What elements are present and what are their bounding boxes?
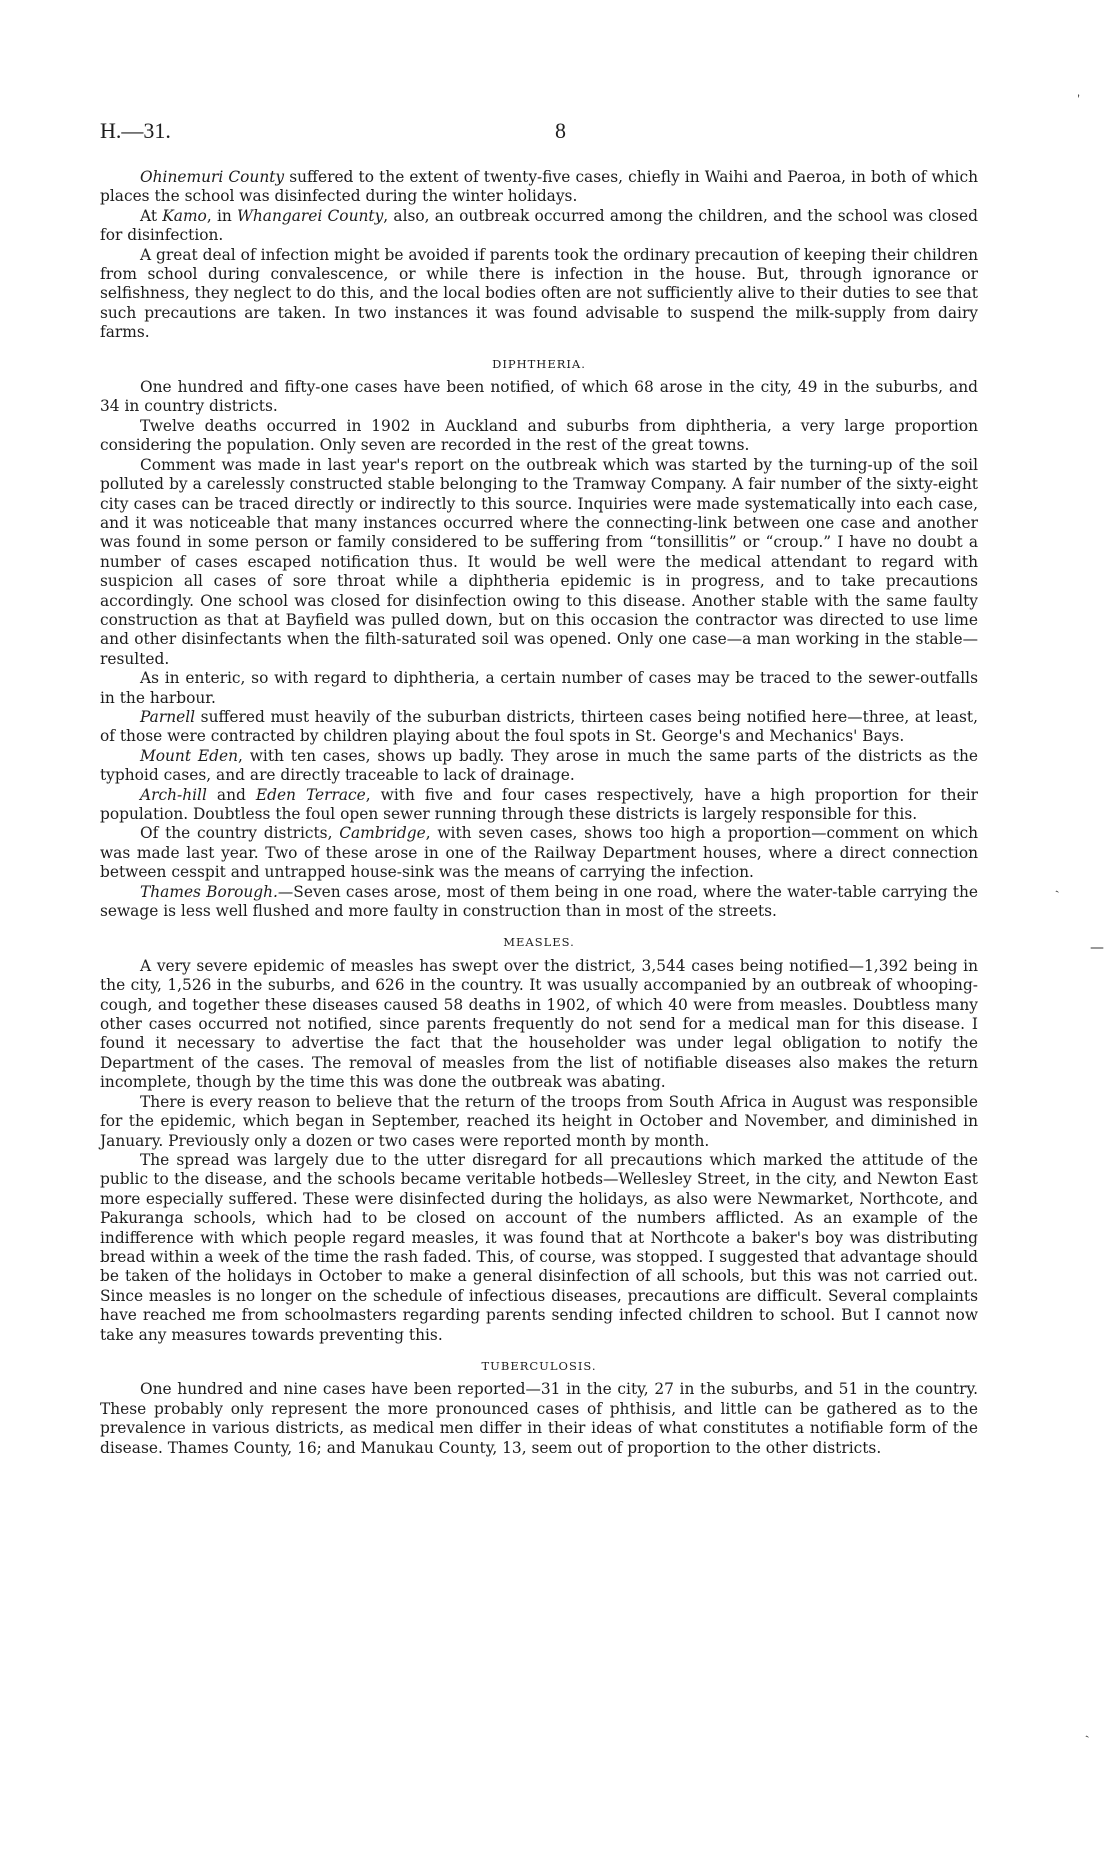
measles-paragraph-3: The spread was largely due to the utter disregard for all precautions which marked the attitude of the public to the disease, and the schools became veritable hotbeds—Wellesley Street, in the city, and Newton East more especially suffered. These were disinfected during the holidays, as also were Newmarket, Northcote, and Pakuranga schools, which had to be closed on account of the numbers afflicted. As an example of the indifference with which people regard measles, it was found that at Northcote a baker's boy was distributing bread within a week of the time the rash faded. This, of course, was stopped. I suggested that advantage should be taken of the holidays in October to make a general disinfection of all schools, but this was not carried out. Since measles is no longer on the schedule of infectious diseases, precautions are difficult. Several complaints have reached me from schoolmasters regarding parents sending infected children to school. But I cannot now take any measures towards preventing this. [100, 1150, 978, 1344]
diphtheria-paragraph-9: Thames Borough.—Seven cases arose, most of them being in one road, where the water-table carrying the sewage is less well flushed and more faulty in construction than in most of the streets. [100, 882, 978, 921]
document-id: H.—31. [100, 118, 171, 143]
margin-scan-mark: ‵ [1084, 1733, 1095, 1749]
tuberculosis-paragraph-1: One hundred and nine cases have been reported—31 in the city, 27 in the suburbs, and 51 in the country. These probably only represent the more pronounced cases of phthisis, and little can be gathered as to the prevalence in various districts, as medical men differ in their ideas of what constitutes a notifiable form of the disease. Thames County, 16; and Manukau County, 13, seem out of proportion to the other districts. [100, 1380, 978, 1457]
page-header [100, 118, 980, 150]
place-name: Thames Borough. [140, 882, 278, 901]
page-number: 8 [555, 118, 566, 143]
place-name: Kamo [162, 206, 207, 225]
intro-paragraph-3: A great deal of infection might be avoided if parents took the ordinary precaution of keeping their children from school during convalescence, or while there is infection in the house. But, through ignorance or selfishness, they neglect to do this, and the local bodies often are not sufficiently alive to their duties to see that such precautions are taken. In two instances it was found advisable to suspend the milk-supply from dairy farms. [100, 245, 978, 342]
body-text [100, 168, 978, 1458]
place-name: Arch-hill [140, 785, 207, 804]
measles-paragraph-2: There is every reason to believe that the return of the troops from South Africa in August was responsible for the epidemic, which began in September, reached its height in October and November, and diminished in January. Previously only a dozen or two cases were reported month by month. [100, 1092, 978, 1150]
margin-scan-mark: ‵ [1054, 888, 1065, 904]
place-name: Parnell [140, 707, 196, 726]
diphtheria-paragraph-3: Comment was made in last year's report on the outbreak which was started by the turning-up of the soil polluted by a carelessly constructed stable belonging to the Tramway Company. A fair number of the sixty-eight city cases can be traced directly or indirectly to this source. Inquiries were made systematically into each case, and it was noticeable that many instances occurred where the connecting-link between one case and another was found in some person or family considered to be suffering from “tonsillitis” or “croup.” I have no doubt a number of cases escaped notification thus. It would be well were the medical attendant to regard with suspicion all cases of sore throat while a diphtheria epidemic is in progress, and to take precautions accordingly. One school was closed for disinfection owing to this disease. Another stable with the same faulty construction as that at Bayfield was pulled down, but on this occasion the contractor was directed to use lime and other disinfectants when the filth-saturated soil was opened. Only one case—a man working in the stable—resulted. [100, 455, 978, 668]
place-name: Eden Terrace [255, 785, 366, 804]
place-name: Mount Eden [140, 746, 238, 765]
diphtheria-paragraph-2: Twelve deaths occurred in 1902 in Auckland and suburbs from diphtheria, a very large proportion considering the population. Only seven are recorded in the rest of the great towns. [100, 416, 978, 455]
diphtheria-paragraph-8: Of the country districts, Cambridge, with seven cases, shows too high a proportion—comment on which was made last year. Two of these arose in one of the Railway Department houses, where a direct connection between cesspit and untrapped house-sink was the means of carrying the infection. [100, 824, 978, 882]
measles-paragraph-1: A very severe epidemic of measles has swept over the district, 3,544 cases being notified—1,392 being in the city, 1,526 in the suburbs, and 626 in the country. It was usually accompanied by an outbreak of whooping-cough, and together these diseases caused 58 deaths in 1902, of which 40 were from measles. Doubtless many other cases occurred not notified, since parents frequently do not send for a medical man for this disease. I found it necessary to advertise the fact that the householder was under legal obligation to notify the Department of the cases. The removal of measles from the list of notifiable diseases also makes the return incomplete, though by the time this was done the outbreak was abating. [100, 956, 978, 1092]
intro-paragraph-1: Ohinemuri County suffered to the extent of twenty-five cases, chiefly in Waihi and Paeroa, in both of which places the school was disinfected during the winter holidays. [100, 168, 978, 206]
diphtheria-paragraph-5: Parnell suffered must heavily of the suburban districts, thirteen cases being notified here—three, at least, of those were contracted by children playing about the foul spots in St. George's and Mechanics' Bays. [100, 707, 978, 746]
place-name: Whangarei County [237, 206, 384, 225]
diphtheria-paragraph-4: As in enteric, so with regard to diphtheria, a certain number of cases may be traced to the sewer-outfalls in the harbour. [100, 669, 978, 707]
diphtheria-paragraph-1: One hundred and fifty-one cases have been notified, of which 68 arose in the city, 49 in the suburbs, and 34 in country districts. [100, 378, 978, 416]
intro-paragraph-2: At Kamo, in Whangarei County, also, an outbreak occurred among the children, and the school was closed for disinfection. [100, 206, 979, 245]
margin-scan-mark: — [1090, 940, 1104, 956]
diphtheria-paragraph-6: Mount Eden, with ten cases, shows up badly. They arose in much the same parts of the districts as the typhoid cases, and are directly traceable to lack of drainage. [100, 746, 978, 785]
place-name: Ohinemuri County [140, 168, 285, 186]
section-heading-tuberculosis: TUBERCULOSIS. [481, 1358, 597, 1373]
diphtheria-paragraph-7: Arch-hill and Eden Terrace, with five and four cases respectively, have a high proportion for their population. Doubtless the foul open sewer running through these districts is largely responsible for this. [100, 785, 978, 823]
margin-scan-mark: ‵ [1069, 92, 1082, 108]
section-heading-diphtheria: DIPHTHERIA. [492, 356, 586, 371]
place-name: Cambridge [339, 824, 426, 843]
section-heading-measles: MEASLES. [503, 935, 575, 950]
